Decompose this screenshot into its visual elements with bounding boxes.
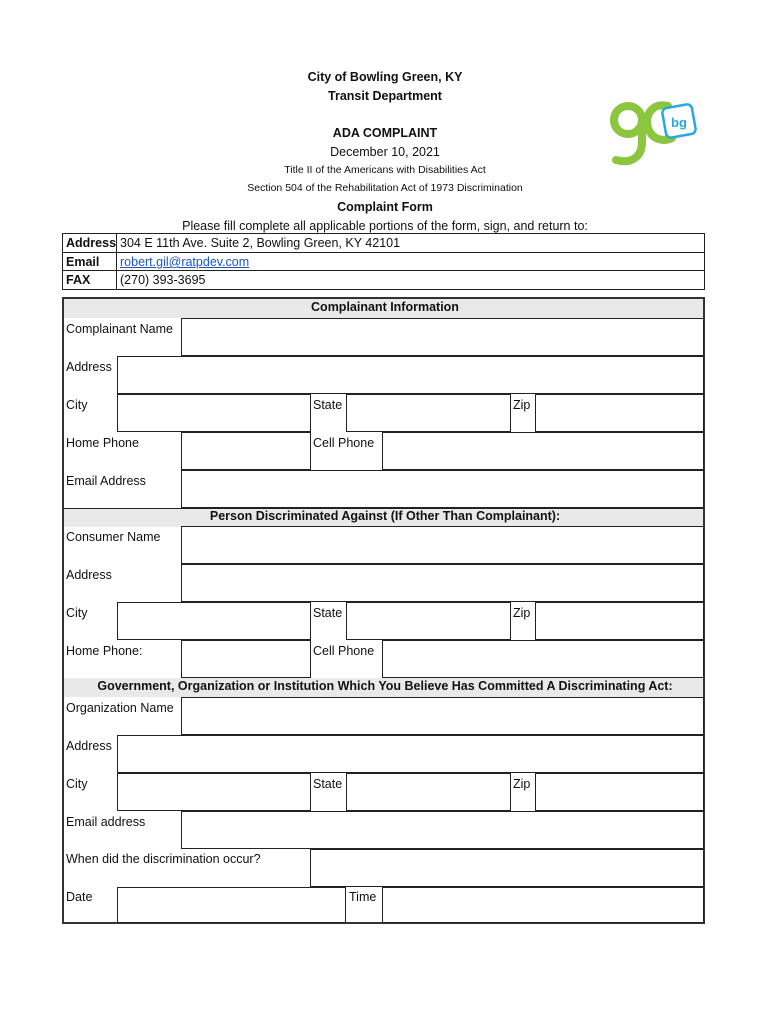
organization-state-label: State — [313, 777, 343, 791]
complainant-cell-phone-field[interactable] — [382, 432, 704, 470]
person-heading: Person Discriminated Against (If Other Than Complainant): — [209, 509, 561, 523]
complainant-name-label: Complainant Name — [66, 322, 173, 336]
organization-name-label: Organization Name — [66, 701, 174, 715]
person-zip-field[interactable] — [535, 602, 704, 640]
complainant-state-field[interactable] — [346, 394, 511, 432]
complainant-address-field[interactable] — [117, 356, 704, 394]
title-ii-line: Title II of the Americans with Disabilities Act — [284, 164, 486, 176]
person-city-label: City — [66, 606, 88, 620]
complainant-email-field[interactable] — [181, 470, 704, 508]
form-date: December 10, 2021 — [330, 145, 440, 159]
city-title: City of Bowling Green, KY — [307, 70, 463, 84]
complainant-city-field[interactable] — [117, 394, 311, 432]
contact-fax-value: (270) 393-3695 — [120, 273, 206, 287]
consumer-name-label: Consumer Name — [66, 530, 161, 544]
organization-state-field[interactable] — [346, 773, 511, 811]
section-504-line: Section 504 of the Rehabilitation Act of 1973 Discrimination — [247, 182, 523, 194]
person-state-field[interactable] — [346, 602, 511, 640]
person-home-phone-field[interactable] — [181, 640, 311, 678]
date-label: Date — [66, 890, 93, 904]
organization-email-label: Email address — [66, 815, 146, 829]
complainant-zip-label: Zip — [513, 398, 531, 412]
complainant-email-label: Email Address — [66, 474, 146, 488]
consumer-name-field[interactable] — [181, 526, 704, 564]
person-zip-label: Zip — [513, 606, 531, 620]
person-cell-phone-field[interactable] — [382, 640, 704, 678]
go-bg-logo — [606, 94, 701, 170]
person-city-field[interactable] — [117, 602, 311, 640]
contact-email-link[interactable]: robert.gil@ratpdev.com — [120, 255, 250, 269]
contact-email-label: Email — [66, 255, 100, 269]
complainant-zip-field[interactable] — [535, 394, 704, 432]
contact-fax-label: FAX — [66, 273, 91, 287]
organization-city-field[interactable] — [117, 773, 311, 811]
complainant-home-phone-field[interactable] — [181, 432, 311, 470]
organization-address-label: Address — [66, 739, 112, 753]
instructions: Please fill complete all applicable portions of the form, sign, and return to: — [182, 219, 588, 233]
person-address-label: Address — [66, 568, 112, 582]
person-cell-phone-label: Cell Phone — [313, 644, 375, 658]
complainant-city-label: City — [66, 398, 88, 412]
department-title: Transit Department — [328, 89, 442, 103]
time-label: Time — [349, 890, 377, 904]
complainant-name-field[interactable] — [181, 318, 704, 356]
organization-address-field[interactable] — [117, 735, 704, 773]
complaint-form-title: Complaint Form — [337, 200, 433, 214]
person-state-label: State — [313, 606, 343, 620]
organization-email-field[interactable] — [181, 811, 704, 849]
organization-city-label: City — [66, 777, 88, 791]
person-home-phone-label: Home Phone: — [66, 644, 143, 658]
complainant-home-phone-label: Home Phone — [66, 436, 139, 450]
form-title: ADA COMPLAINT — [332, 126, 438, 140]
complainant-cell-phone-label: Cell Phone — [313, 436, 375, 450]
discrimination-when-label: When did the discrimination occur? — [66, 852, 261, 866]
complainant-state-label: State — [313, 398, 343, 412]
complainant-address-label: Address — [66, 360, 112, 374]
complainant-heading: Complainant Information — [311, 300, 459, 314]
logo-text: bg — [671, 115, 687, 130]
contact-address-value: 304 E 11th Ave. Suite 2, Bowling Green, KY 42101 — [120, 236, 401, 250]
discrimination-when-field[interactable] — [310, 849, 704, 887]
organization-name-field[interactable] — [181, 697, 704, 735]
date-field[interactable] — [117, 887, 346, 923]
organization-zip-label: Zip — [513, 777, 531, 791]
organization-zip-field[interactable] — [535, 773, 704, 811]
organization-heading: Government, Organization or Institution Which You Believe Has Committed A Discriminating Act: — [97, 679, 673, 693]
time-field[interactable] — [382, 887, 704, 923]
contact-address-label: Address — [66, 236, 117, 250]
person-address-field[interactable] — [181, 564, 704, 602]
